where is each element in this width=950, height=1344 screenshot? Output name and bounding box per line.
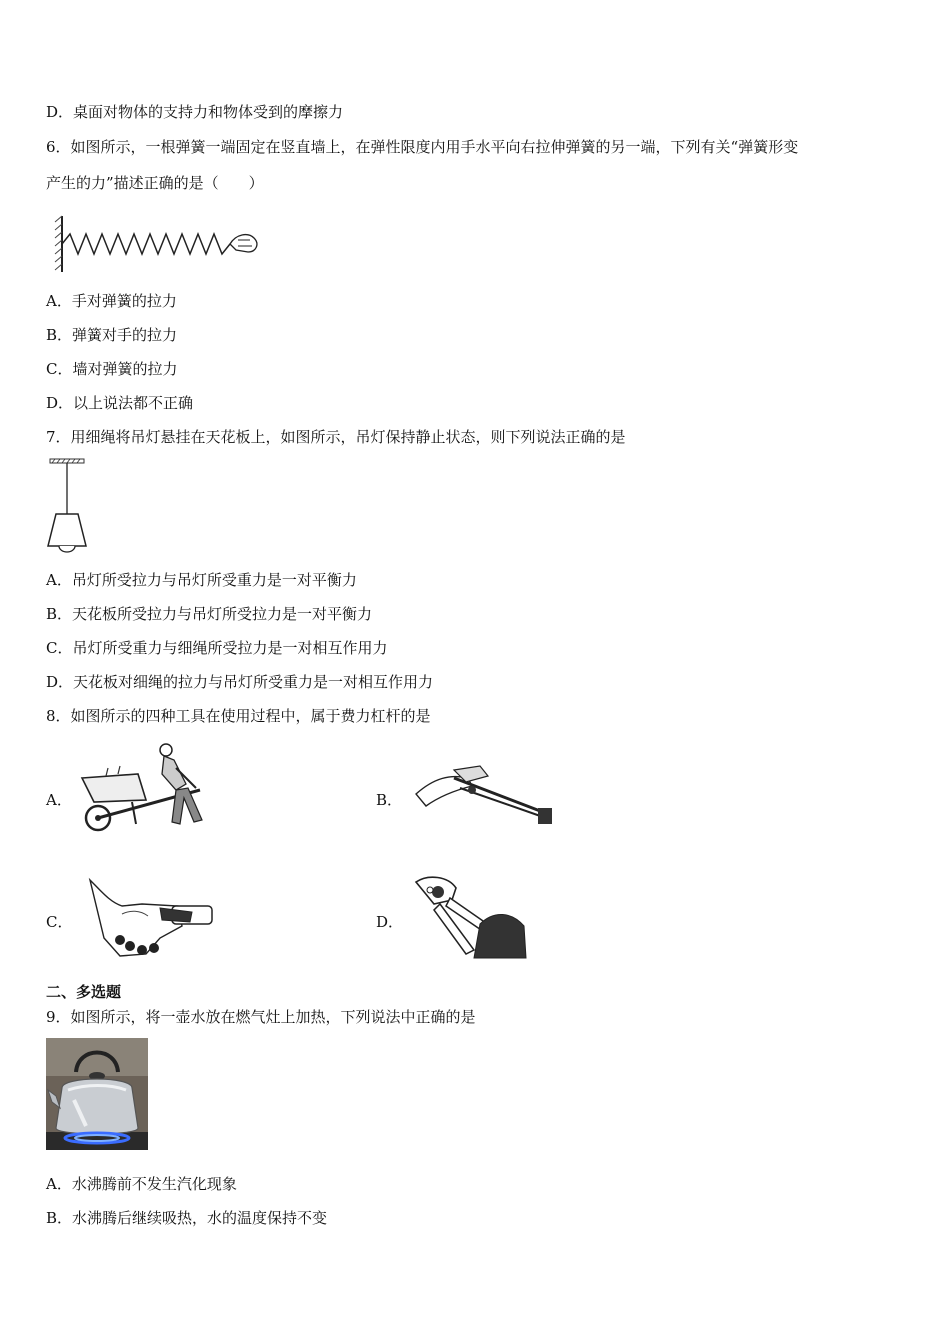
nutcracker-hand-figure — [82, 876, 222, 968]
q7-option-b: B．天花板所受拉力与吊灯所受拉力是一对平衡力 — [46, 605, 373, 623]
pliers-figure — [404, 870, 530, 960]
q8-label-a: A． — [46, 791, 72, 809]
hanging-lamp-figure — [44, 458, 92, 556]
q8-stem: 8．如图所示的四种工具在使用过程中，属于费力杠杆的是 — [46, 707, 431, 725]
kettle-photo-figure — [46, 1038, 148, 1150]
q5-option-d: D．桌面对物体的支持力和物体受到的摩擦力 — [46, 103, 344, 121]
q6-stem-line1: 6．如图所示，一根弹簧一端固定在竖直墙上，在弹性限度内用手水平向右拉伸弹簧的另一端，下列有关“弹簧形变 — [46, 138, 799, 156]
wheelbarrow-figure — [76, 738, 208, 834]
tongs-figure — [410, 756, 560, 834]
q6-option-b: B．弹簧对手的拉力 — [46, 326, 178, 344]
q6-option-c: C．墙对弹簧的拉力 — [46, 360, 178, 378]
q7-option-d: D．天花板对细绳的拉力与吊灯所受重力是一对相互作用力 — [46, 673, 434, 691]
q8-label-c: C． — [46, 913, 73, 931]
q9-option-b: B．水沸腾后继续吸热，水的温度保持不变 — [46, 1209, 328, 1227]
q9-option-a: A．水沸腾前不发生汽化现象 — [46, 1175, 237, 1193]
q8-label-b: B． — [376, 791, 403, 809]
q6-option-a: A．手对弹簧的拉力 — [46, 292, 177, 310]
q9-stem: 9．如图所示，将一壶水放在燃气灶上加热，下列说法中正确的是 — [46, 1008, 476, 1026]
q7-option-c: C．吊灯所受重力与细绳所受拉力是一对相互作用力 — [46, 639, 388, 657]
q6-option-d: D．以上说法都不正确 — [46, 394, 194, 412]
q8-label-d: D． — [376, 913, 404, 931]
q7-stem: 7．用细绳将吊灯悬挂在天花板上，如图所示，吊灯保持静止状态，则下列说法正确的是 — [46, 428, 626, 446]
q6-stem-line2: 产生的力”描述正确的是（ ） — [46, 174, 264, 192]
q7-option-a: A．吊灯所受拉力与吊灯所受重力是一对平衡力 — [46, 571, 357, 589]
section-title: 二、多选题 — [46, 983, 122, 1001]
spring-figure — [52, 212, 264, 276]
